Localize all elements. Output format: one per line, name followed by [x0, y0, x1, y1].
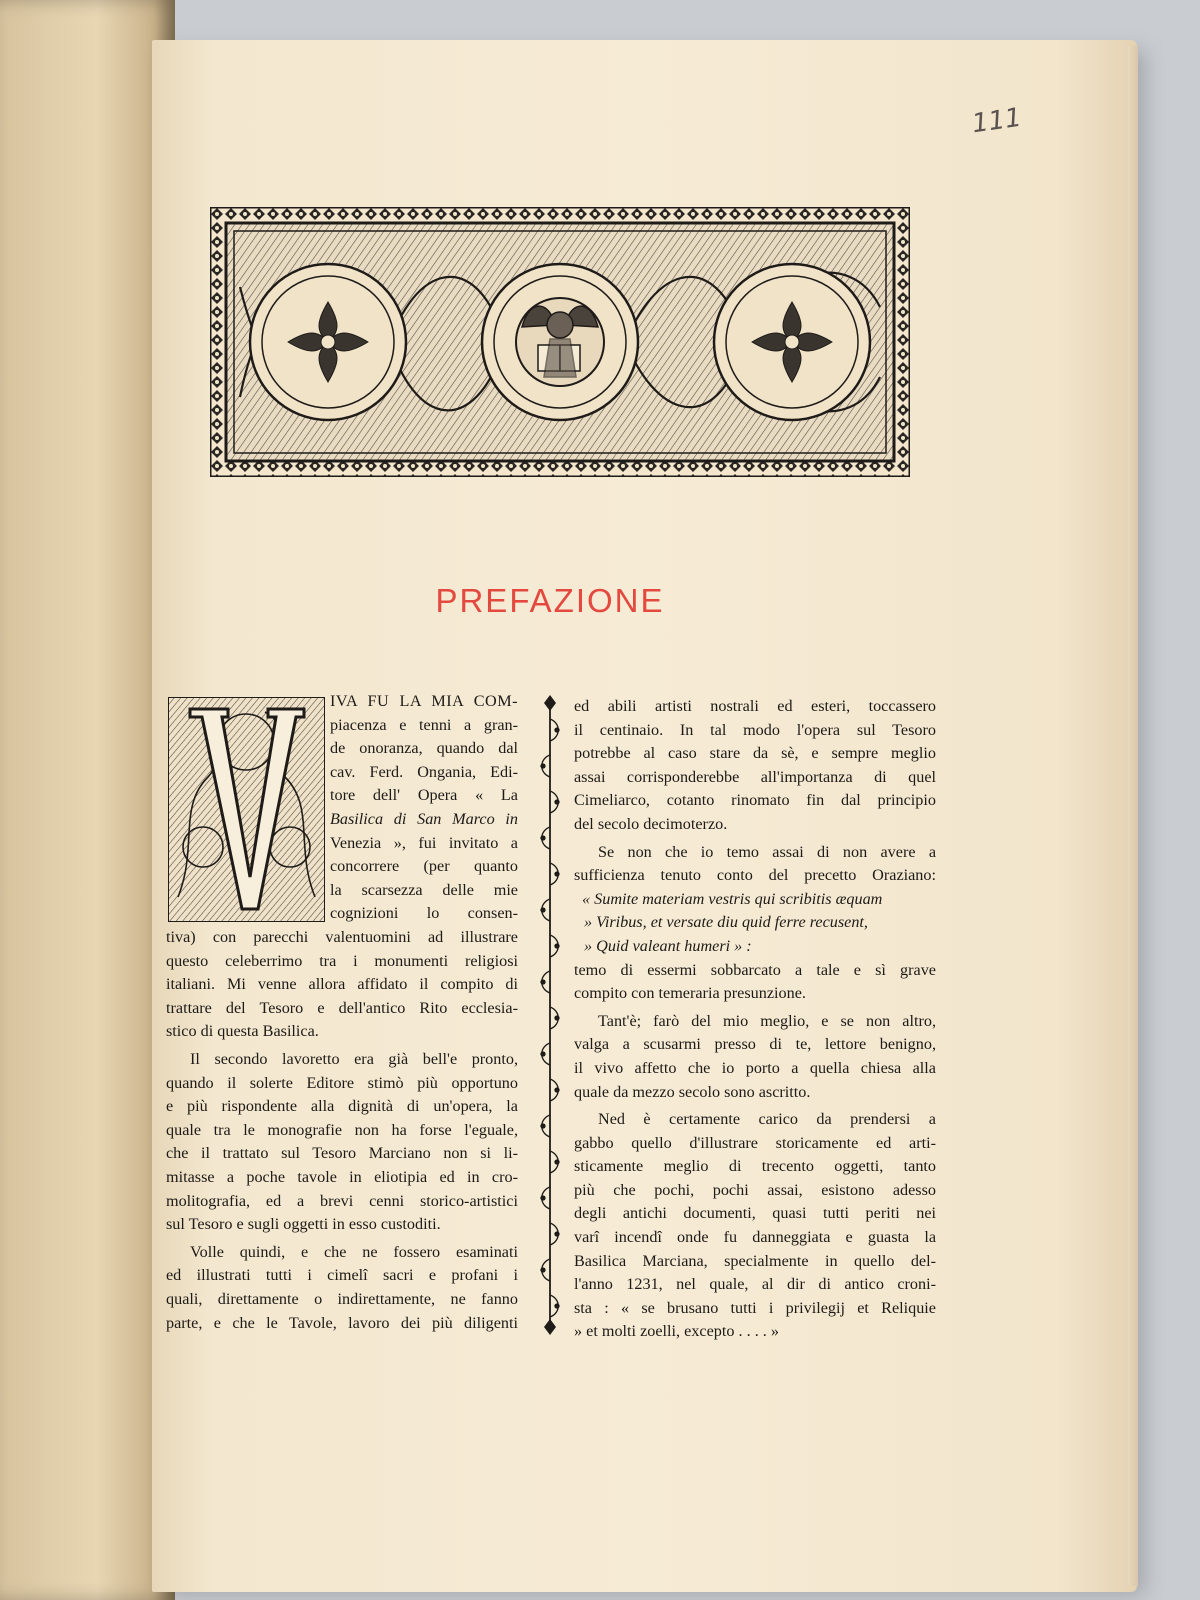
text-line: compito con temeraria presunzione.: [574, 984, 806, 1003]
preface-heading: PREFAZIONE: [435, 582, 665, 619]
text-line: degli antichi documenti, quasi tutti periti nei: [574, 1204, 936, 1223]
text-line: Cimeliarco, cotanto rinomato fin dal principio: [574, 791, 936, 810]
column-divider-ornament: [537, 695, 563, 1335]
text-line: italiani. Mi venne allora affidato il compito di: [166, 975, 518, 994]
dropcap-initial: [168, 697, 325, 922]
text-line: valga a scusarmi presso di te, lettore benigno,: [574, 1035, 936, 1054]
text-line: sticamente meglio di trecento oggetti, tanto: [574, 1157, 936, 1176]
margin-note: 111: [970, 102, 1024, 140]
text-line: sta : « se brusano tutti i privilegij et Reliquie: [574, 1298, 936, 1317]
text-line: ed abili artisti nostrali ed esteri, toccassero: [574, 697, 936, 715]
verse-line: « Sumite materiam vestris qui scribitis æquam: [582, 889, 883, 908]
text-line: Tant'è; farò del mio meglio, e se non altro,: [598, 1011, 936, 1030]
text-line: cav. Ferd. Ongania, Edi-: [330, 762, 518, 781]
text-line: del secolo decimoterzo.: [574, 814, 728, 833]
verse-line: » Quid valeant humeri » :: [584, 936, 752, 955]
text-line: assai corrisponderebbe all'importanza di quel: [574, 767, 936, 786]
text-line: mitasse a poche tavole in eliotipia ed in cro-: [166, 1167, 518, 1186]
text-line: tore dell' Opera « La: [330, 786, 518, 805]
text-line: Se non che io temo assai di non avere a: [598, 842, 936, 861]
text-line: Basilica di San Marco in: [330, 809, 518, 828]
ornamental-headpiece: [210, 207, 910, 477]
text-line: tiva) con parecchi valentuomini ad illustrare: [166, 928, 518, 946]
text-line: Venezia », fui invitato a: [330, 833, 518, 852]
text-line: molitografia, ed a brevi cenni storico-artistici: [166, 1191, 518, 1210]
verse-line: » Viribus, et versate diu quid ferre recusent,: [584, 913, 868, 932]
text-line: l'anno 1231, nel quale, al dir di antico croni-: [574, 1275, 936, 1294]
page-edge: [1128, 46, 1138, 1586]
text-line: questo celeberrimo tra i monumenti religiosi: [166, 951, 518, 970]
text-line: Basilica Marciana, specialmente in quello del-: [574, 1251, 936, 1270]
text-line: il vivo affetto che io porto a quella chiesa alla: [574, 1058, 936, 1077]
right-column: [574, 695, 936, 1344]
text-line: cognizioni lo consen-: [330, 904, 518, 923]
text-line: potrebbe al caso stare da sè, e sempre meglio: [574, 744, 936, 763]
text-line: IVA FU LA MIA COM-: [330, 692, 518, 710]
text-line: il centinaio. In tal modo l'opera sul Tesoro: [574, 720, 936, 739]
text-line: piacenza e tenni a gran-: [330, 715, 518, 734]
text-line: varî incendî onde fu danneggiata e guasta la: [574, 1228, 936, 1247]
text-line: concorrere (per quanto: [330, 857, 518, 876]
facing-page: [0, 0, 175, 1600]
text-line: Ned è certamente carico da prendersi a: [598, 1110, 936, 1129]
text-line: de onoranza, quando dal: [330, 739, 518, 758]
left-column-wrap: [330, 690, 518, 926]
text-line: Il secondo lavoretto era già bell'e pronto,: [190, 1049, 518, 1068]
left-column-body: [166, 926, 518, 1335]
text-line: che il trattato sul Tesoro Marciano non si li-: [166, 1144, 518, 1163]
text-line: temo di essermi sobbarcato a tale e sì grave: [574, 960, 936, 979]
text-line: stico di questa Basilica.: [166, 1022, 319, 1041]
text-line: la scarsezza delle mie: [330, 880, 518, 899]
text-line: ed illustrati tutti i cimelî sacri e profani i: [166, 1266, 518, 1285]
text-line: quando il solerte Editore stimò più opportuno: [166, 1073, 518, 1092]
text-line: trattare del Tesoro e dell'antico Rito ecclesia-: [166, 998, 518, 1017]
text-line: quali, direttamente o indirettamente, ne fanno: [166, 1289, 518, 1308]
text-line: » et molti zoelli, excepto . . . . »: [574, 1322, 779, 1341]
text-line: e più rispondente alla dignità di un'opera, la: [166, 1097, 518, 1116]
text-line: quale da mezzo secolo sono ascritto.: [574, 1082, 811, 1101]
text-line: gabbo quello d'illustrare storicamente ed arti-: [574, 1133, 936, 1152]
text-line: più che pochi, pochi assai, esistono adesso: [574, 1180, 936, 1199]
text-line: sufficienza tenuto conto del precetto Oraziano:: [574, 866, 936, 885]
text-line: sul Tesoro e sugli oggetti in esso custoditi.: [166, 1215, 441, 1234]
text-line: quale tra le monografie non ha forse l'eguale,: [166, 1120, 518, 1139]
text-line: Volle quindi, e che ne fossero esaminati: [190, 1242, 518, 1261]
text-line: parte, e che le Tavole, lavoro dei più diligenti: [166, 1313, 518, 1332]
